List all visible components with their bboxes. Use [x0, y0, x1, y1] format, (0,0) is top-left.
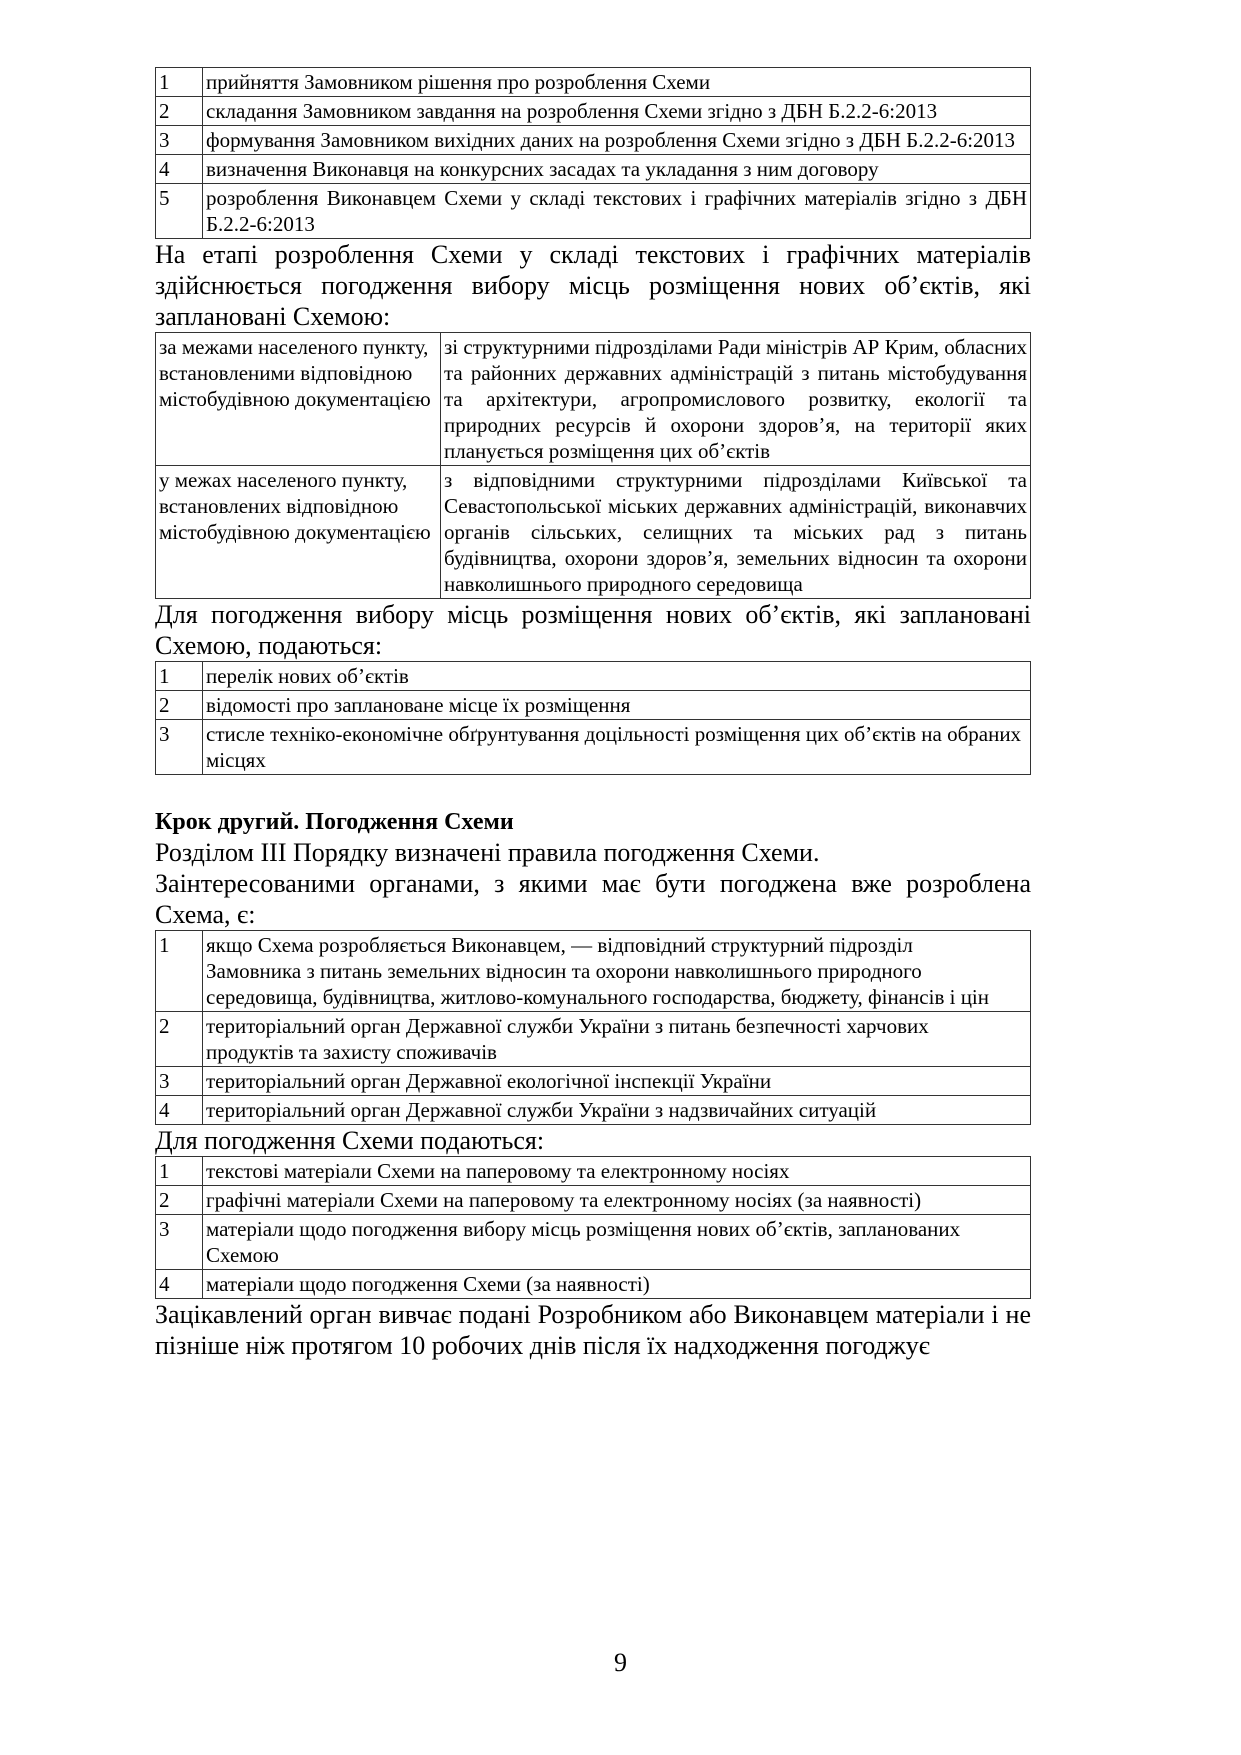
row-text: якщо Схема розробляється Виконавцем, — відповідний структурний підрозділ Замовника з питань земельних відносин та охорони навколишнього природного середовища, будівництва, житлово-комунального господарства, бюджету, фінансів і цін: [203, 931, 1031, 1012]
table-row: [156, 720, 1031, 775]
section-heading: Крок другий. Погодження Схеми: [155, 809, 514, 835]
row-number: 2: [156, 1012, 203, 1067]
row-text: матеріали щодо погодження Схеми (за наявності): [203, 1270, 1031, 1299]
paragraph-submission: Для погодження вибору місць розміщення нових об’єктів, які заплановані Схемою, подаються:: [155, 600, 1031, 660]
table-row: [156, 1067, 1031, 1096]
row-text: формування Замовником вихідних даних на розроблення Схеми згідно з ДБН Б.2.2-6:2013: [203, 126, 1031, 155]
row-number: 5: [156, 184, 203, 239]
scheme-materials-table: [155, 1156, 1031, 1299]
table-row: [156, 931, 1031, 1012]
table-row: [156, 1186, 1031, 1215]
stages-table: [155, 67, 1031, 239]
row-number: 3: [156, 126, 203, 155]
row-number: 1: [156, 931, 203, 1012]
row-number: 1: [156, 68, 203, 97]
table-row: [156, 126, 1031, 155]
row-text: текстові матеріали Схеми на паперовому та електронному носіях: [203, 1157, 1031, 1186]
row-number: 3: [156, 1215, 203, 1270]
row-text: перелік нових об’єктів: [203, 662, 1031, 691]
row-number: 1: [156, 662, 203, 691]
row-number: 4: [156, 1270, 203, 1299]
paragraph-interested-bodies: Заінтересованими органами, з якими має бути погоджена вже розроблена Схема, є:: [155, 869, 1031, 929]
row-text: складання Замовником завдання на розроблення Схеми згідно з ДБН Б.2.2-6:2013: [203, 97, 1031, 126]
row-number: 2: [156, 1186, 203, 1215]
document-page: [155, 0, 1031, 1361]
condition-cell: за межами населеного пункту, встановленими відповідною містобудівною документацією: [156, 333, 441, 466]
row-number: 4: [156, 155, 203, 184]
row-number: 2: [156, 97, 203, 126]
table-row: [156, 184, 1031, 239]
row-text: територіальний орган Державної служби України з надзвичайних ситуацій: [203, 1096, 1031, 1125]
row-text: розроблення Виконавцем Схеми у складі текстових і графічних матеріалів згідно з ДБН Б.2.2-6:2013: [203, 184, 1031, 239]
paragraph-scheme-submission: Для погодження Схеми подаються:: [155, 1126, 545, 1155]
row-number: 4: [156, 1096, 203, 1125]
page-number: 9: [614, 1648, 627, 1677]
authority-cell: зі структурними підрозділами Ради міністрів АР Крим, обласних та районних державних адміністрацій з питань містобудування та архітектури, агропромислового розвитку, екології та природних ресурсів й охорони здоров’я, на території яких планується розміщення цих об’єктів: [441, 333, 1031, 466]
row-text: матеріали щодо погодження вибору місць розміщення нових об’єктів, запланованих Схемою: [203, 1215, 1031, 1270]
row-number: 3: [156, 720, 203, 775]
paragraph-section-rules: Розділом III Порядку визначені правила погодження Схеми.: [155, 838, 820, 867]
table-row: [156, 1012, 1031, 1067]
approval-authorities-table: [155, 332, 1031, 599]
row-text: територіальний орган Державної служби України з питань безпечності харчових продуктів та захисту споживачів: [203, 1012, 1031, 1067]
row-text: територіальний орган Державної екологічної інспекції України: [203, 1067, 1031, 1096]
condition-cell: у межах населеного пункту, встановлених відповідною містобудівною документацією: [156, 466, 441, 599]
row-text: графічні матеріали Схеми на паперовому та електронному носіях (за наявності): [203, 1186, 1031, 1215]
row-text: стисле техніко-економічне обґрунтування доцільності розміщення цих об’єктів на обраних місцях: [203, 720, 1031, 775]
table-row: [156, 68, 1031, 97]
row-text: визначення Виконавця на конкурсних засадах та укладання з ним договору: [203, 155, 1031, 184]
row-text: відомості про заплановане місце їх розміщення: [203, 691, 1031, 720]
submission-table: [155, 661, 1031, 775]
table-row: [156, 333, 1031, 466]
row-number: 1: [156, 1157, 203, 1186]
row-number: 3: [156, 1067, 203, 1096]
table-row: [156, 466, 1031, 599]
authority-cell: з відповідними структурними підрозділами Київської та Севастопольської міських державних адміністрацій, виконавчих органів сільських, селищних та міських рад з питань будівництва, охорони здоров’я, земельних відносин та охорони навколишнього природного середовища: [441, 466, 1031, 599]
table-row: [156, 1096, 1031, 1125]
table-row: [156, 1215, 1031, 1270]
interested-bodies-table: [155, 930, 1031, 1125]
paragraph-review-period: Зацікавлений орган вивчає подані Розробником або Виконавцем матеріали і не пізніше ніж протягом 10 робочих днів після їх надходження погоджує: [155, 1300, 1031, 1360]
row-text: прийняття Замовником рішення про розроблення Схеми: [203, 68, 1031, 97]
table-row: [156, 1157, 1031, 1186]
table-row: [156, 1270, 1031, 1299]
paragraph-development-stage: На етапі розроблення Схеми у складі текстових і графічних матеріалів здійснюється погодження вибору місць розміщення нових об’єктів, які заплановані Схемою:: [155, 240, 1031, 331]
table-row: [156, 662, 1031, 691]
row-number: 2: [156, 691, 203, 720]
table-row: [156, 155, 1031, 184]
table-row: [156, 691, 1031, 720]
table-row: [156, 97, 1031, 126]
